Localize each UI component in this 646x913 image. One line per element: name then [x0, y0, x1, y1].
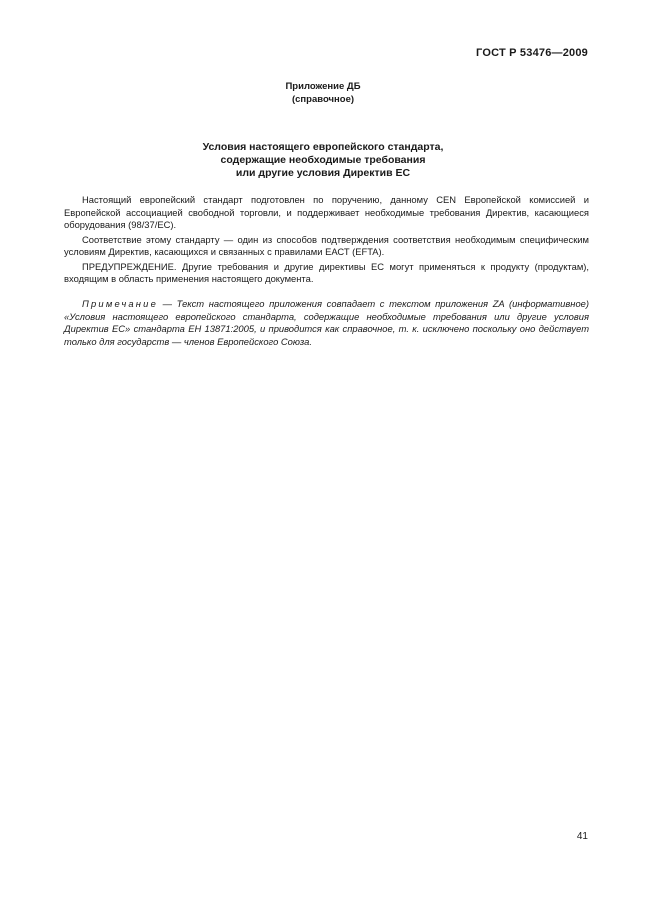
note-text: — Текст настоящего приложения совпадает с текстом приложения ZA (информативное) «Условия настоящего европейского стандарта, содержащие необходимые требования или другие условия Директив ЕС» стандарта ЕН 13871:2005, и приводится как справочное, т. к. исключено поскольку оно действует только для государств — членов Европейского Союза.	[64, 298, 589, 347]
page-number: 41	[576, 831, 588, 842]
body-paragraph: ПРЕДУПРЕЖДЕНИЕ. Другие требования и другие директивы ЕС могут применяться к продукту (продуктам), входящим в область применения настоящего документа.	[64, 260, 589, 284]
standard-header: ГОСТ Р 53476—2009	[476, 47, 588, 59]
body-text	[64, 194, 589, 288]
title-line-2: содержащие необходимые требования	[220, 154, 426, 166]
title-line-1: Условия настоящего европейского стандарта,	[202, 141, 444, 153]
annex-heading	[0, 80, 646, 106]
body-paragraph: Настоящий европейский стандарт подготовлен по поручению, данному CEN Европейской комиссией и Европейской ассоциацией свободной торговли, и поддерживает необходимые требования Директив, касающиеся оборудования (98/37/ЕС).	[64, 194, 589, 230]
note-paragraph	[64, 298, 589, 348]
annex-status: (справочное)	[291, 94, 355, 105]
title-line-3: или другие условия Директив ЕС	[235, 167, 411, 179]
annex-title	[0, 141, 646, 180]
body-paragraph: Соответствие этому стандарту — один из способов подтверждения соответствия необходимым специфическим условиям Директив, касающихся и связанных с правилами ЕАСТ (EFTA).	[64, 233, 589, 257]
note-label: Примечание	[82, 298, 158, 309]
annex-label: Приложение ДБ	[285, 81, 361, 92]
